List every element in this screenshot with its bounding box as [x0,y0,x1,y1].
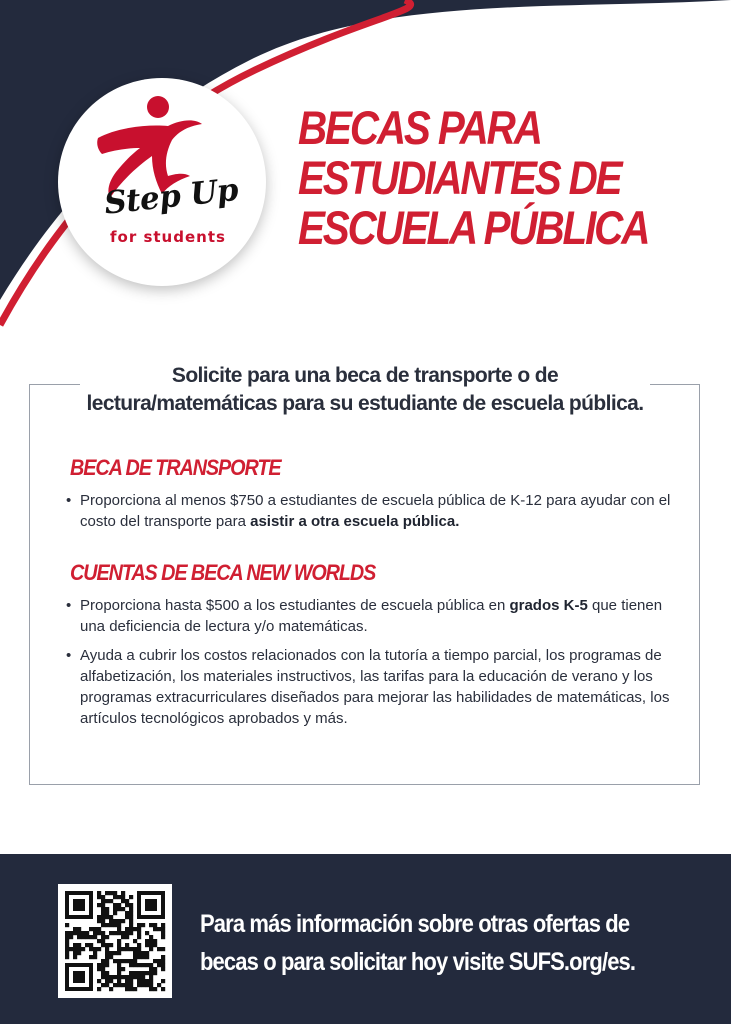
headline-line-2: ESTUDIANTES DE [298,151,621,204]
bullet-bold-text: grados K-5 [509,597,588,614]
headline-line-1: BECAS PARA [298,101,541,154]
bullet-text: Ayuda a cubrir los costos relacionados con la tutoría a tiempo parcial, los programas de alfabetización, los materiales instructivos, las tarifas para la educación de verano y los programas extracurriculares diseñados para mejorar las habilidades de matemáticas, los artículos tecnológicos aprobados y más. [80,647,670,727]
section-title-new-worlds: CUENTAS DE BECA NEW WORLDS [70,560,376,585]
bullet-dot-icon: • [66,647,72,664]
headline-line-3: ESCUELA PÚBLICA [298,201,649,254]
logo-wordmark: Step Up [102,171,240,222]
footer-line-2: becas o para solicitar hoy visite SUFS.org/es. [200,948,636,976]
bullet-dot-icon: • [66,597,72,614]
intro-line-2: lectura/matemáticas para su estudiante de escuela pública. [86,392,644,415]
intro-line-1: Solicite para una beca de transporte o de [171,364,559,387]
qr-code-icon[interactable] [58,884,172,998]
intro-text [80,362,650,418]
bullet-bold-text: asistir a otra escuela pública. [250,513,460,530]
bullet-text-after: que tienen una deficiencia de lectura y/o matemáticas. [80,597,663,635]
bullet-list-transporte [66,490,671,540]
footer-line-1: Para más información sobre otras ofertas de [200,910,630,938]
footer-text [200,905,640,981]
section-title-transporte: BECA DE TRANSPORTE [70,455,281,480]
list-item [66,595,671,637]
logo-tagline: for students [110,228,226,246]
list-item [66,490,671,532]
qr-code-graphic [58,884,172,998]
bullet-text: Proporciona al menos $750 a estudiantes de escuela pública de K-12 para ayudar con el costo del transporte para [80,492,671,530]
bullet-list-new-worlds [66,595,671,737]
bullet-dot-icon: • [66,492,72,509]
bullet-text: Proporciona hasta $500 a los estudiantes de escuela pública en [80,597,510,614]
step-up-logo [58,78,266,286]
page-title [298,103,648,253]
list-item [66,645,671,729]
